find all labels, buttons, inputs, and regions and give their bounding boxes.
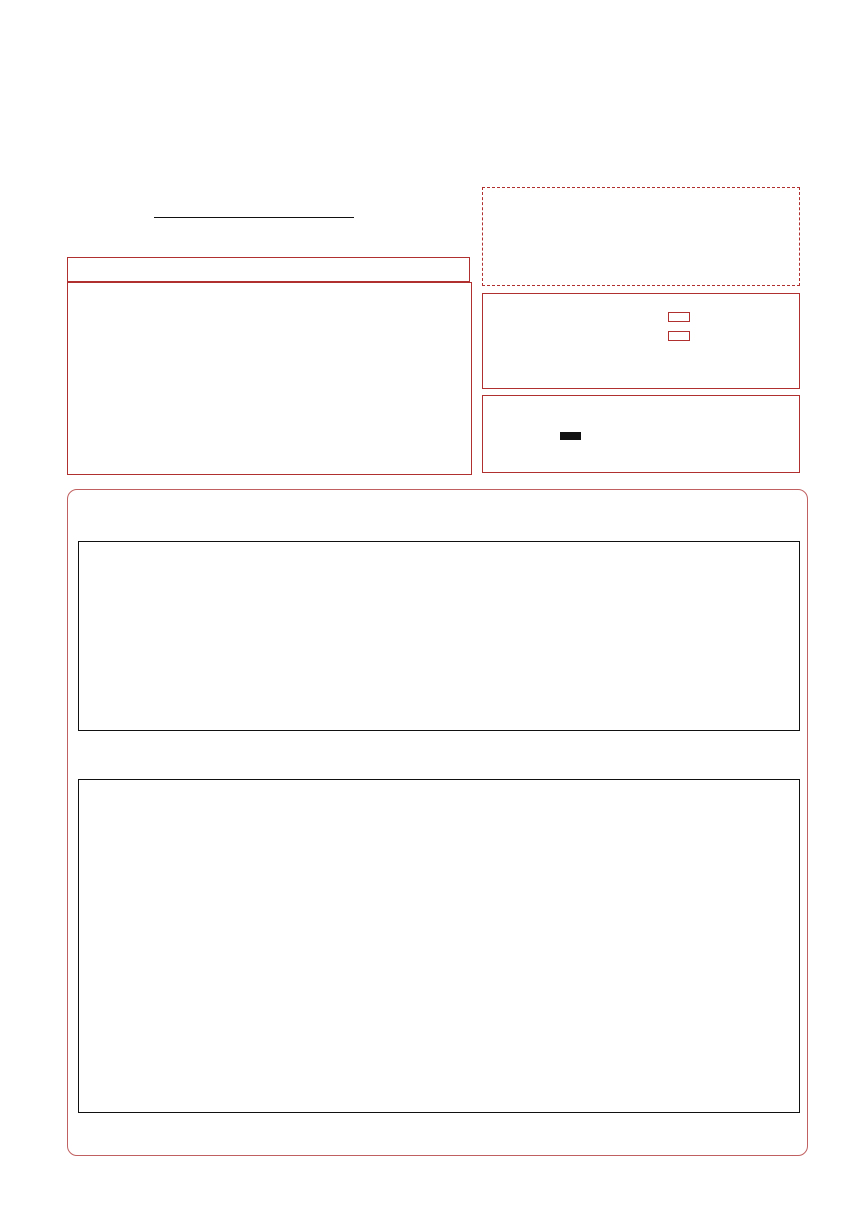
notice-title [67, 257, 470, 282]
absent-checkbox[interactable] [668, 306, 690, 325]
fill-sample-box [482, 395, 800, 473]
correct-fill-mark [560, 432, 581, 440]
violation-checkbox[interactable] [668, 325, 690, 344]
multiple-choice-box [78, 541, 800, 731]
forbidden-box [482, 293, 800, 389]
name-field[interactable] [154, 217, 354, 218]
notice-box [67, 282, 472, 475]
essay-box[interactable] [78, 779, 800, 1113]
barcode-area [482, 187, 800, 286]
